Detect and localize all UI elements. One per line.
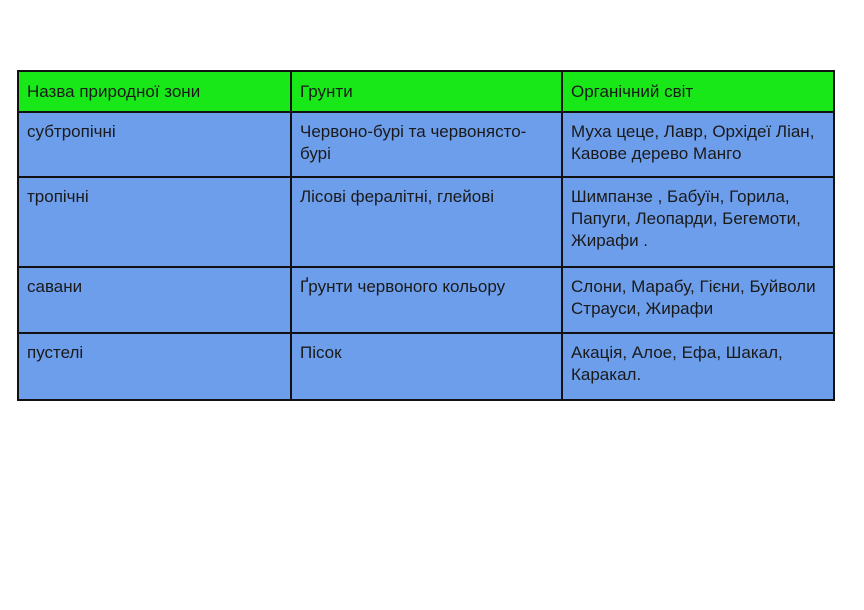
soil-cell: Пісок [291,333,562,400]
soil-cell: Червоно-бурі та червонясто-бурі [291,112,562,177]
table-row [18,267,834,333]
header-soils: Грунти [291,71,562,112]
table-header-row [18,71,834,112]
zone-cell: савани [18,267,291,333]
organic-world-cell: Шимпанзе , Бабуїн, Горила, Папуги, Леопарди, Бегемоти, Жирафи . [562,177,834,267]
soil-cell: Ґрунти червоного кольору [291,267,562,333]
header-zone-name: Назва природної зони [18,71,291,112]
zone-cell: тропічні [18,177,291,267]
table-row [18,112,834,177]
header-organic-world: Органічний світ [562,71,834,112]
natural-zones-table [17,70,835,401]
organic-world-cell: Акація, Алое, Ефа, Шакал, Каракал. [562,333,834,400]
organic-world-cell: Слони, Марабу, Гієни, Буйволи Страуси, Жирафи [562,267,834,333]
zone-cell: пустелі [18,333,291,400]
organic-world-cell: Муха цеце, Лавр, Орхідеї Ліан, Кавове дерево Манго [562,112,834,177]
table-row [18,177,834,267]
soil-cell: Лісові фералітні, глейові [291,177,562,267]
zone-cell: субтропічні [18,112,291,177]
table-row [18,333,834,400]
